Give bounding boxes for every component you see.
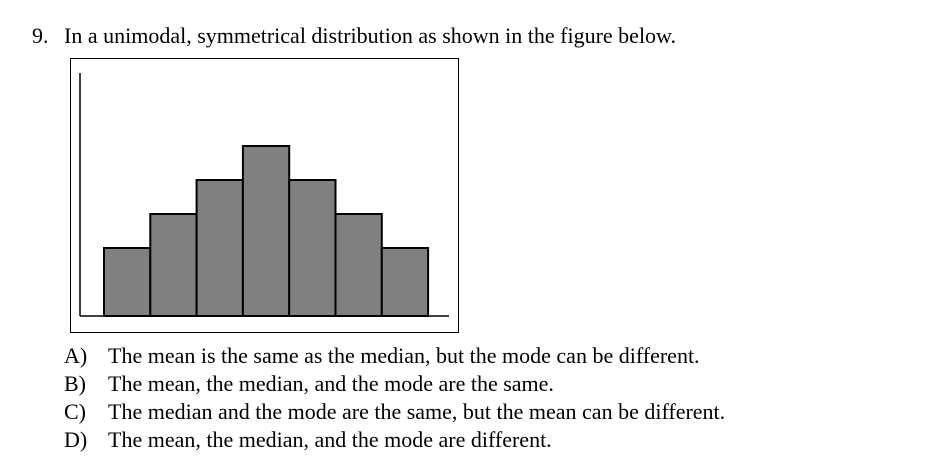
answer-choices bbox=[64, 342, 725, 454]
question-number: 9. bbox=[32, 23, 49, 48]
histogram-bar bbox=[382, 248, 428, 316]
choice-letter: A) bbox=[64, 343, 88, 368]
histogram-bar bbox=[289, 180, 335, 316]
question-text: In a unimodal, symmetrical distribution as shown in the figure below. bbox=[64, 23, 677, 48]
choice-a[interactable] bbox=[64, 342, 725, 370]
choice-letter: C) bbox=[64, 399, 86, 424]
histogram-bar bbox=[197, 180, 243, 316]
choice-b[interactable] bbox=[64, 370, 725, 398]
histogram-bar bbox=[104, 248, 150, 316]
choice-text: The mean, the median, and the mode are different. bbox=[108, 427, 552, 452]
histogram-figure bbox=[70, 58, 459, 333]
histogram-bar bbox=[150, 214, 196, 316]
histogram-bar bbox=[243, 146, 289, 316]
histogram-chart bbox=[71, 59, 457, 331]
histogram-bars bbox=[104, 146, 428, 316]
choice-text: The median and the mode are the same, but the mean can be different. bbox=[108, 399, 726, 424]
histogram-bar bbox=[336, 214, 382, 316]
question-stem bbox=[32, 22, 676, 50]
choice-letter: D) bbox=[64, 427, 88, 452]
choice-text: The mean is the same as the median, but the mode can be different. bbox=[108, 343, 700, 368]
choice-c[interactable] bbox=[64, 398, 725, 426]
choice-text: The mean, the median, and the mode are the same. bbox=[108, 371, 554, 396]
choice-letter: B) bbox=[64, 371, 86, 396]
choice-d[interactable] bbox=[64, 426, 725, 454]
